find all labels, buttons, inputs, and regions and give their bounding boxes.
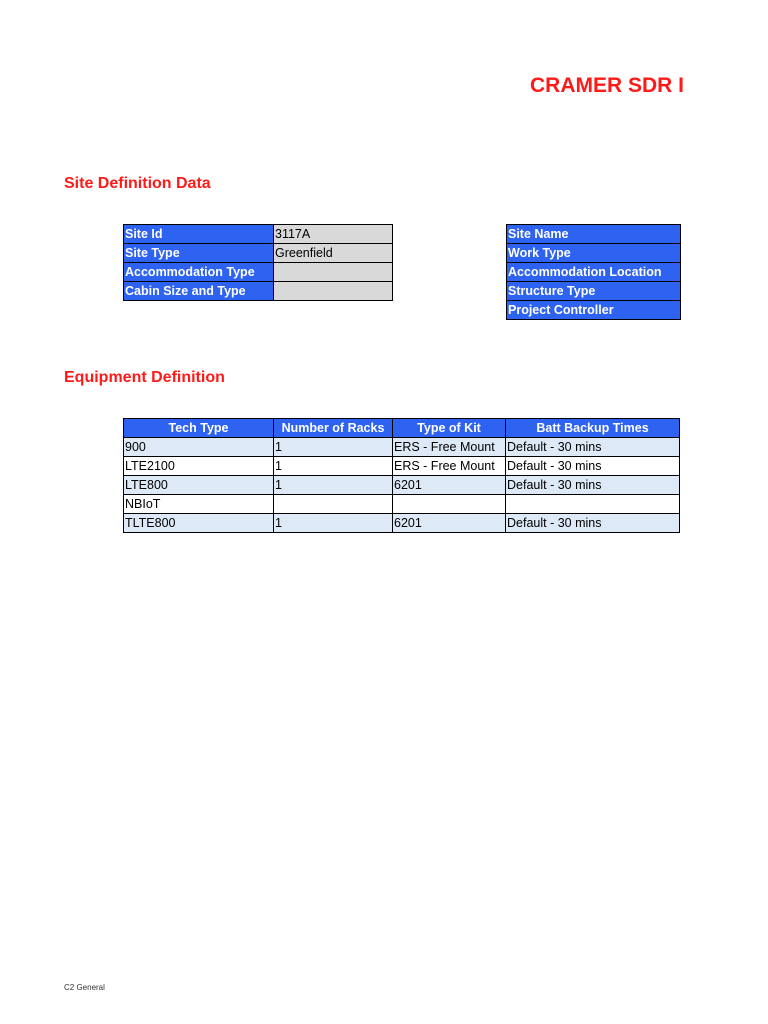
tech-type-cell[interactable]: TLTE800: [124, 514, 274, 533]
accommodation-type-value[interactable]: [274, 263, 393, 282]
page-title: CRAMER SDR I: [529, 74, 684, 97]
batt-backup-cell[interactable]: Default - 30 mins: [506, 476, 680, 495]
type-of-kit-cell[interactable]: 6201: [393, 476, 506, 495]
type-of-kit-cell[interactable]: ERS - Free Mount: [393, 438, 506, 457]
equipment-table: [123, 418, 680, 533]
table-header-row: [124, 419, 680, 438]
site-type-label: Site Type: [124, 244, 274, 263]
table-row: [124, 457, 680, 476]
table-row: [507, 263, 681, 282]
tech-type-cell[interactable]: 900: [124, 438, 274, 457]
site-id-value[interactable]: 3117A: [274, 225, 393, 244]
site-name-label: Site Name: [507, 225, 681, 244]
table-row: [507, 225, 681, 244]
site-id-label: Site Id: [124, 225, 274, 244]
column-header-number-of-racks: Number of Racks: [274, 419, 393, 438]
site-definition-heading: Site Definition Data: [64, 175, 211, 192]
batt-backup-cell[interactable]: [506, 495, 680, 514]
table-row: [124, 225, 393, 244]
equipment-definition-heading: Equipment Definition: [64, 369, 225, 386]
number-of-racks-cell[interactable]: 1: [274, 457, 393, 476]
accommodation-location-label: Accommodation Location: [507, 263, 681, 282]
number-of-racks-cell[interactable]: [274, 495, 393, 514]
structure-type-label: Structure Type: [507, 282, 681, 301]
cabin-size-value[interactable]: [274, 282, 393, 301]
number-of-racks-cell[interactable]: 1: [274, 476, 393, 495]
type-of-kit-cell[interactable]: 6201: [393, 514, 506, 533]
batt-backup-cell[interactable]: Default - 30 mins: [506, 438, 680, 457]
table-row: [124, 244, 393, 263]
tech-type-cell[interactable]: LTE2100: [124, 457, 274, 476]
site-type-value[interactable]: Greenfield: [274, 244, 393, 263]
column-header-type-of-kit: Type of Kit: [393, 419, 506, 438]
tech-type-cell[interactable]: NBIoT: [124, 495, 274, 514]
table-row: [124, 476, 680, 495]
site-details-table: [506, 224, 681, 320]
table-row: [507, 244, 681, 263]
table-row: [124, 282, 393, 301]
project-controller-label: Project Controller: [507, 301, 681, 320]
column-header-batt-backup-times: Batt Backup Times: [506, 419, 680, 438]
site-definition-table: [123, 224, 393, 301]
work-type-label: Work Type: [507, 244, 681, 263]
number-of-racks-cell[interactable]: 1: [274, 514, 393, 533]
type-of-kit-cell[interactable]: [393, 495, 506, 514]
cabin-size-label: Cabin Size and Type: [124, 282, 274, 301]
accommodation-type-label: Accommodation Type: [124, 263, 274, 282]
batt-backup-cell[interactable]: Default - 30 mins: [506, 514, 680, 533]
footer-classification: C2 General: [64, 983, 105, 992]
tech-type-cell[interactable]: LTE800: [124, 476, 274, 495]
table-row: [507, 282, 681, 301]
number-of-racks-cell[interactable]: 1: [274, 438, 393, 457]
type-of-kit-cell[interactable]: ERS - Free Mount: [393, 457, 506, 476]
table-row: [124, 263, 393, 282]
table-row: [124, 438, 680, 457]
table-row: [507, 301, 681, 320]
table-row: [124, 514, 680, 533]
column-header-tech-type: Tech Type: [124, 419, 274, 438]
batt-backup-cell[interactable]: Default - 30 mins: [506, 457, 680, 476]
table-row: [124, 495, 680, 514]
